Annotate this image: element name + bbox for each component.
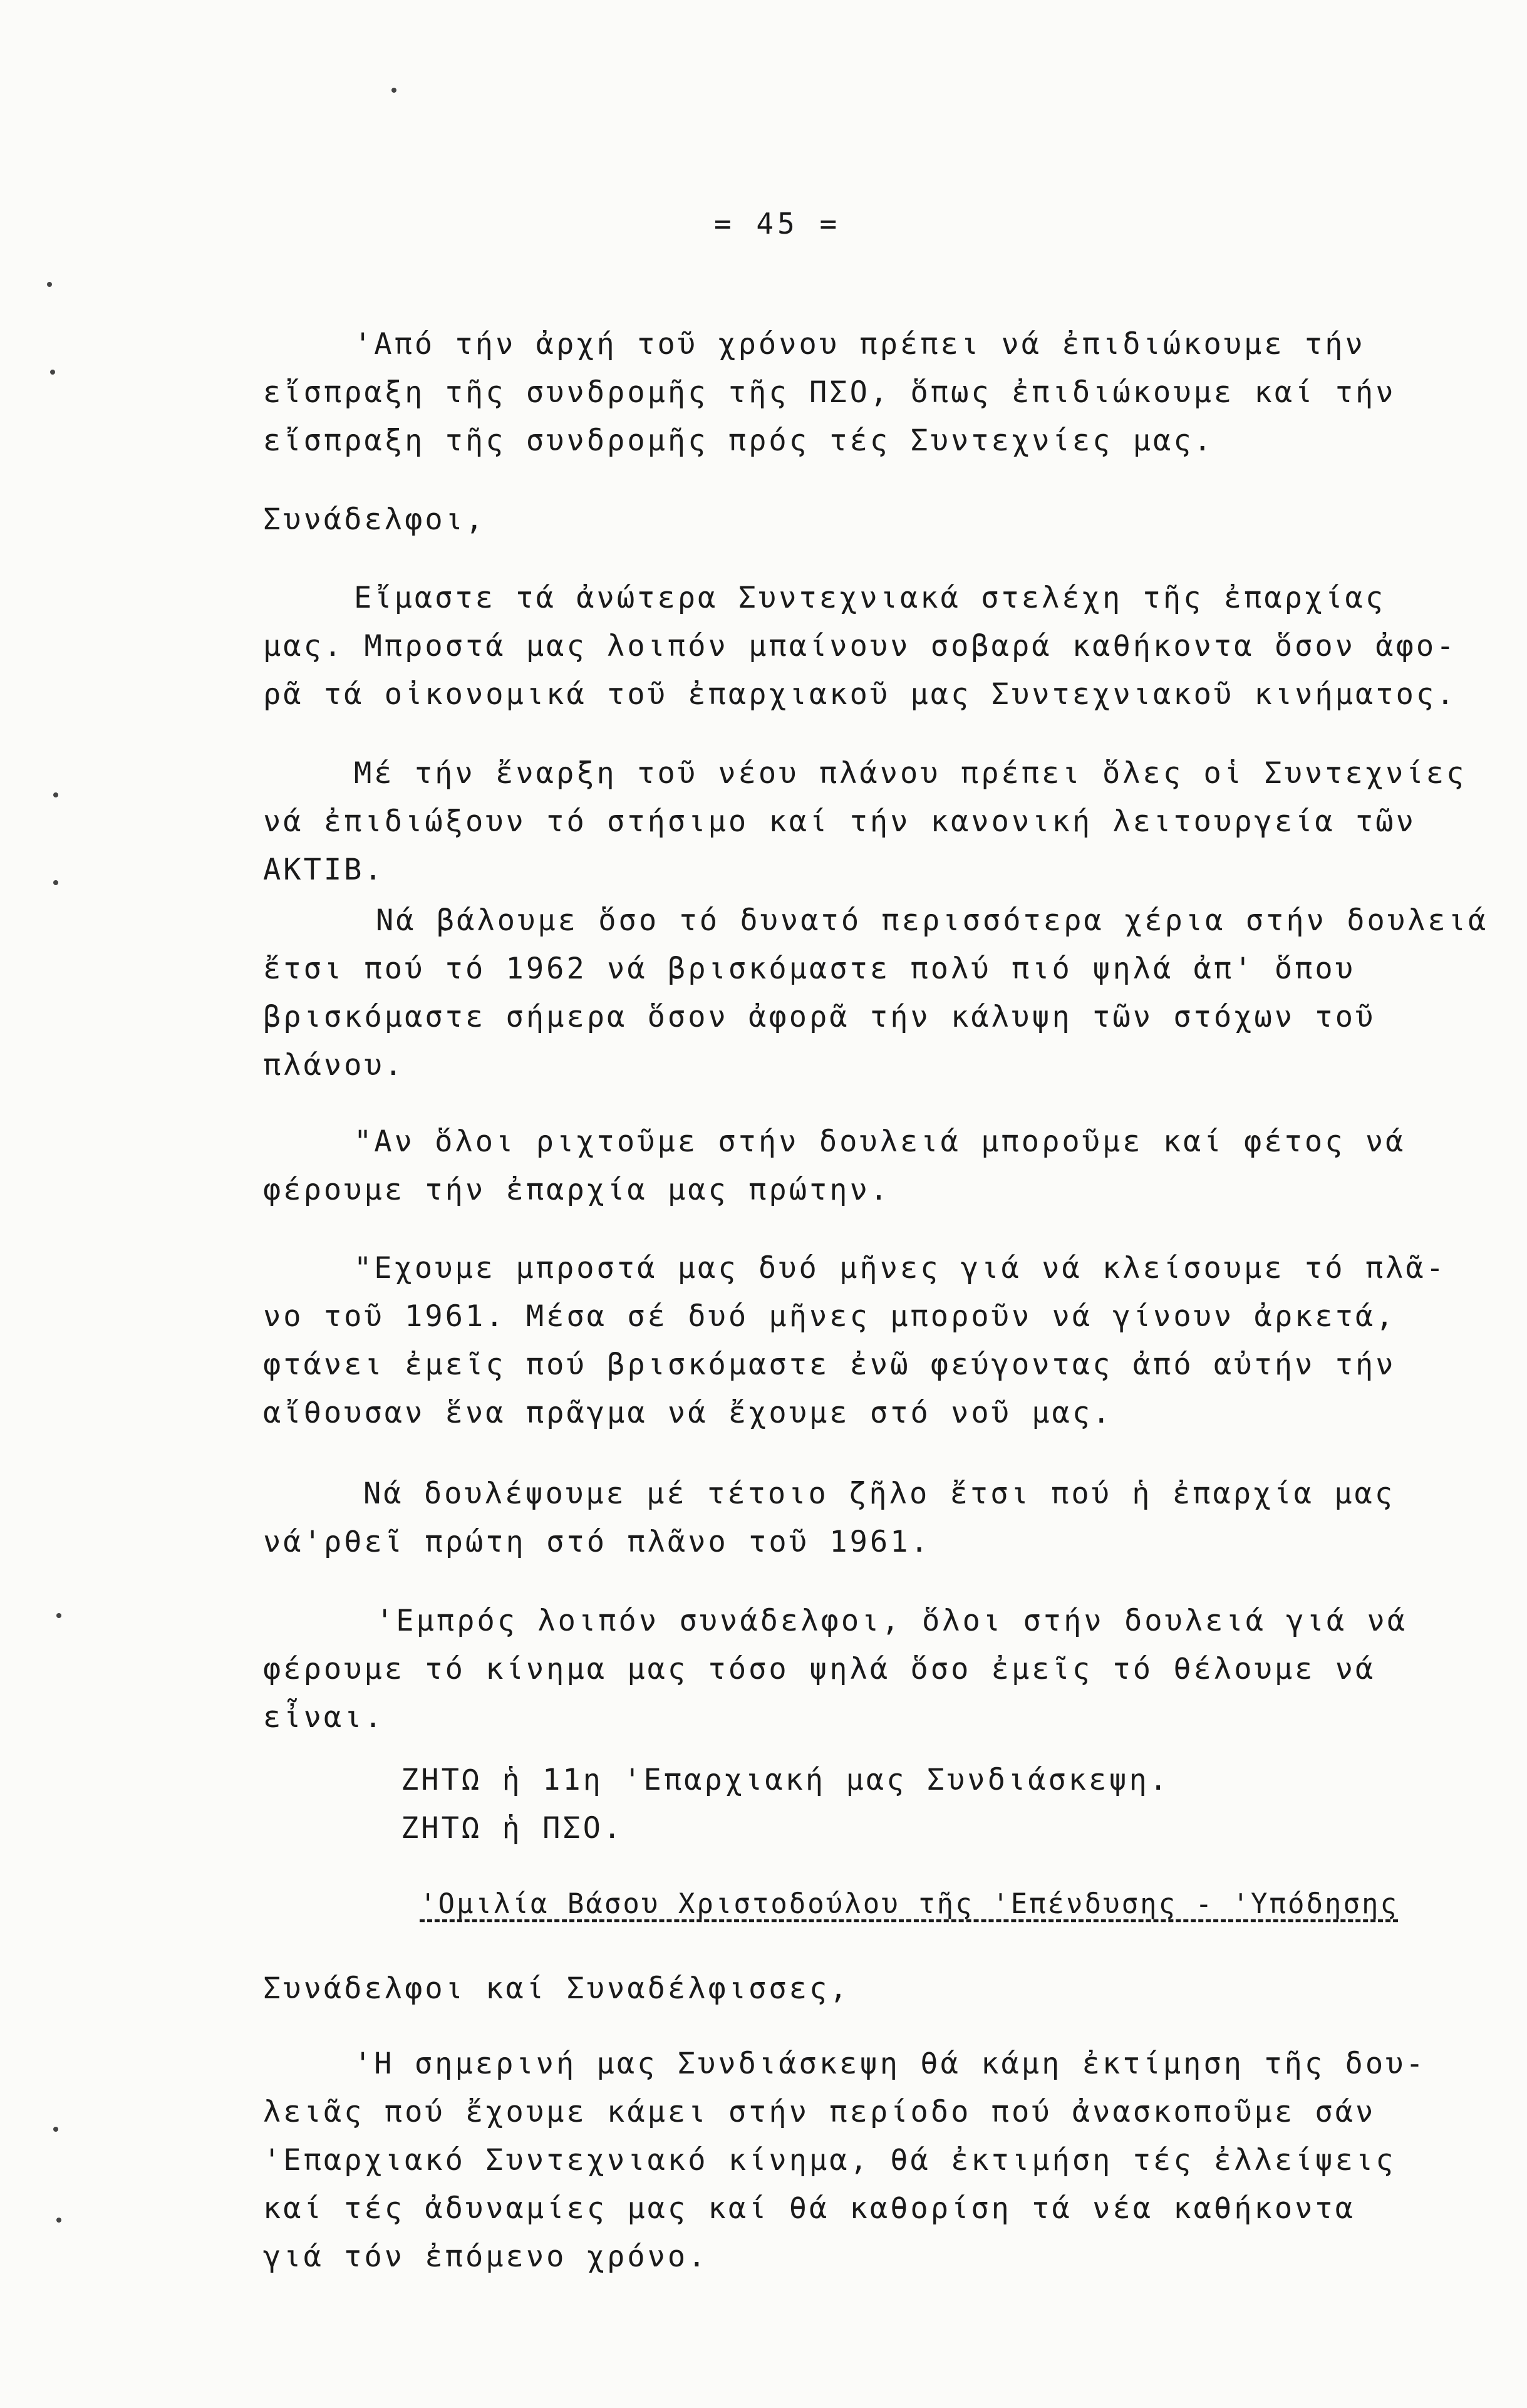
salutation: Συνάδελφοι καί Συναδέλφισσες, [263, 1971, 850, 2006]
text-line: νά ἐπιδιώξουν τό στήσιμο καί τήν κανονική λειτουργεία τῶν [263, 804, 1416, 839]
text-line: 'Επαρχιακό Συντεχνιακό κίνημα, θά ἐκτιμήση τές ἐλλείψεις [263, 2143, 1396, 2177]
text-line: φέρουμε τό κίνημα μας τόσο ψηλά ὅσο ἐμεῖς τό θέλουμε νά [263, 1652, 1376, 1686]
scan-speck [56, 2218, 61, 2223]
scan-speck [47, 282, 52, 287]
text-line: πλάνου. [263, 1048, 405, 1082]
text-line: μας. Μπροστά μας λοιπόν μπαίνουν σοβαρά καθήκοντα ὅσον ἀφο- [263, 629, 1457, 663]
text-line: Μέ τήν ἔναρξη τοῦ νέου πλάνου πρέπει ὅλες οἱ Συντεχνίες [354, 756, 1467, 791]
text-line: φέρουμε τήν ἐπαρχία μας πρώτην. [263, 1173, 891, 1207]
text-line: εἴσπραξη τῆς συνδρομῆς πρός τές Συντεχνίες μας. [263, 423, 1214, 458]
text-line: νά'ρθεῖ πρώτη στό πλᾶνο τοῦ 1961. [263, 1525, 931, 1559]
slogan: ΖΗΤΩ ἡ ΠΣΟ. [401, 1811, 624, 1845]
speech-title: 'Ομιλία Βάσου Χριστοδούλου τῆς 'Επένδυσης - 'Υπόδησης [420, 1888, 1399, 1920]
page-number: = 45 = [714, 207, 841, 241]
text-line: ρᾶ τά οἰκονομικά τοῦ ἐπαρχιακοῦ μας Συντεχνιακοῦ κινήματος. [263, 677, 1457, 712]
salutation: Συνάδελφοι, [263, 502, 486, 537]
scan-speck [50, 370, 55, 375]
text-line: νο τοῦ 1961. Μέσα σέ δυό μῆνες μποροῦν νά γίνουν ἀρκετά, [263, 1299, 1396, 1334]
text-line: φτάνει ἐμεῖς πού βρισκόμαστε ἐνῶ φεύγοντας ἀπό αὐτήν τήν [263, 1347, 1396, 1382]
scan-speck [391, 88, 396, 93]
text-line: "Εχουμε μπροστά μας δυό μῆνες γιά νά κλείσουμε τό πλᾶ- [354, 1251, 1447, 1285]
text-line: 'Η σημερινή μας Συνδιάσκεψη θά κάμη ἐκτίμηση τῆς δου- [354, 2047, 1426, 2081]
text-line: "Αν ὅλοι ριχτοῦμε στήν δουλειά μποροῦμε καί φέτος νά [354, 1124, 1406, 1159]
scan-speck [53, 2127, 58, 2132]
text-line: 'Εμπρός λοιπόν συνάδελφοι, ὅλοι στήν δουλειά γιά νά [376, 1604, 1408, 1638]
text-line: Νά βάλουμε ὅσο τό δυνατό περισσότερα χέρια στήν δουλειά [376, 903, 1489, 938]
text-line: βρισκόμαστε σήμερα ὅσον ἀφορᾶ τήν κάλυψη τῶν στόχων τοῦ [263, 1000, 1376, 1034]
text-line: εἶναι. [263, 1700, 385, 1735]
text-line: Εἴμαστε τά ἀνώτερα Συντεχνιακά στελέχη τῆς ἐπαρχίας [354, 581, 1386, 615]
text-line: αἴθουσαν ἕνα πρᾶγμα νά ἔχουμε στό νοῦ μας. [263, 1396, 1113, 1430]
text-line: εἴσπραξη τῆς συνδρομῆς τῆς ΠΣΟ, ὅπως ἐπιδιώκουμε καί τήν [263, 375, 1396, 410]
text-line: γιά τόν ἐπόμενο χρόνο. [263, 2239, 708, 2274]
text-line: λειᾶς πού ἔχουμε κάμει στήν περίοδο πού ἀνασκοποῦμε σάν [263, 2095, 1376, 2129]
text-line: ΑΚΤΙΒ. [263, 853, 385, 887]
text-line: Νά δουλέψουμε μέ τέτοιο ζῆλο ἔτσι πού ἡ ἐπαρχία μας [363, 1476, 1395, 1511]
scan-speck [53, 880, 58, 885]
scan-speck [56, 1613, 61, 1618]
text-line: καί τές ἀδυναμίες μας καί θά καθορίση τά νέα καθήκοντα [263, 2191, 1356, 2226]
text-line: 'Από τήν ἀρχή τοῦ χρόνου πρέπει νά ἐπιδιώκουμε τήν [354, 327, 1365, 361]
scan-speck [53, 792, 58, 797]
text-line: ἔτσι πού τό 1962 νά βρισκόμαστε πολύ πιό ψηλά ἀπ' ὅπου [263, 952, 1356, 986]
slogan: ΖΗΤΩ ἡ 11η 'Επαρχιακή μας Συνδιάσκεψη. [401, 1763, 1170, 1797]
